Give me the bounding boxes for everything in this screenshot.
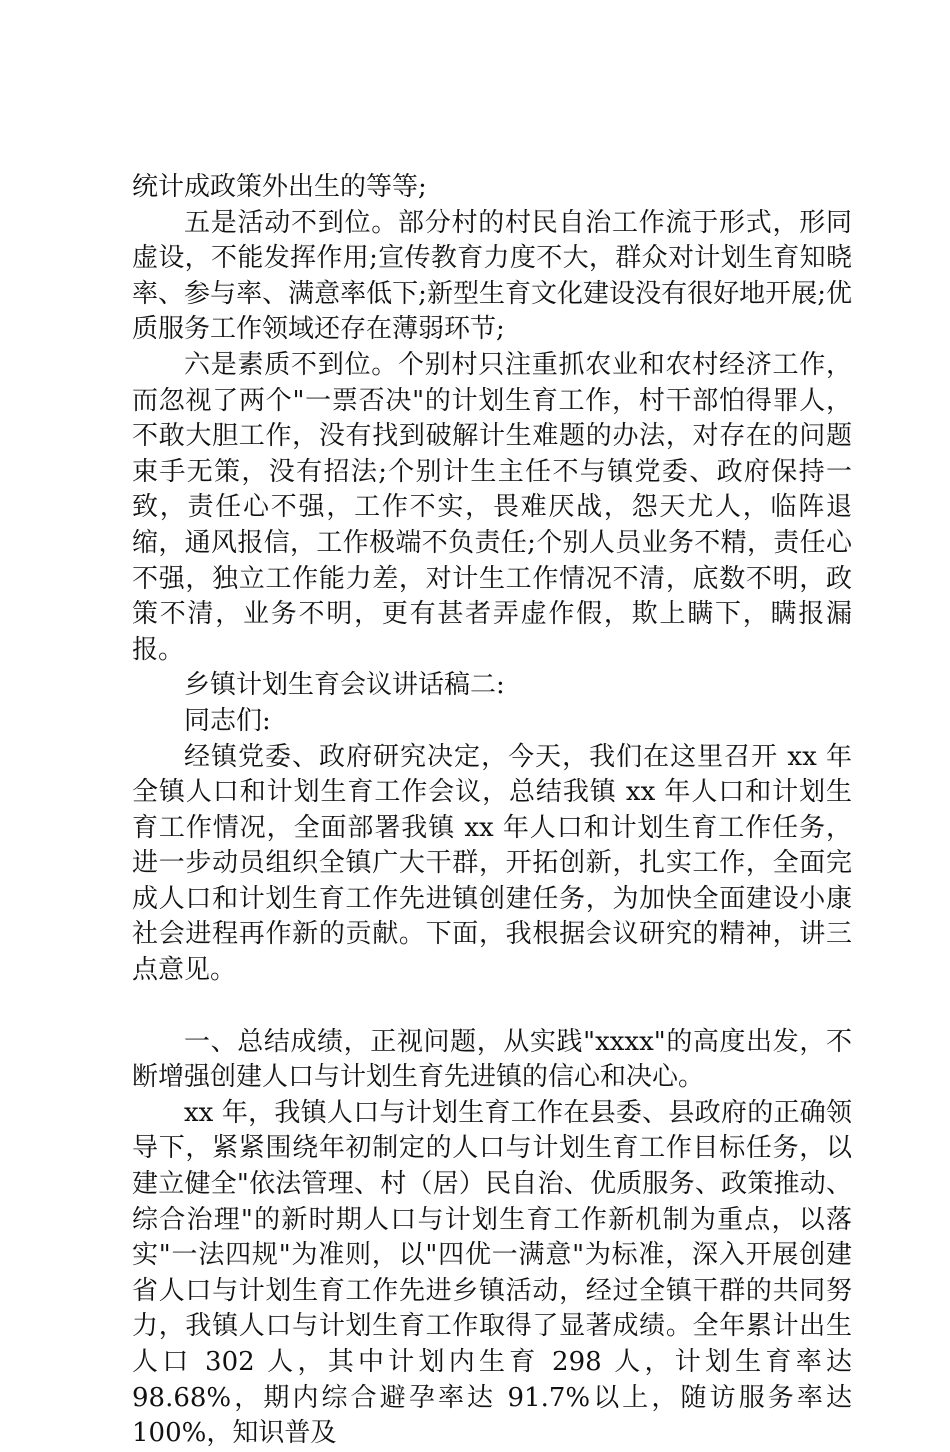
- paragraph-spacer: [132, 989, 852, 1025]
- paragraph-continuation: 统计成政策外出生的等等;: [132, 172, 427, 202]
- paragraph-part-one-heading: 一、总结成绩，正视问题，从实践"xxxx"的高度出发，不断增强创建人口与计划生育先进镇的信心和决心。: [132, 1026, 852, 1093]
- document-body: [132, 170, 852, 1452]
- paragraph-achievements: xx 年，我镇人口与计划生育工作在县委、县政府的正确领导下，紧紧围绕年初制定的人口与计划生育工作目标任务，以建立健全"依法管理、村（居）民自治、优质服务、政策推动、综合治理"的新时期人口与计划生育工作新机制为重点，以落实"一法四规"为准则，以"四优一满意"为标准，深入开展创建省人口与计划生育工作先进乡镇活动，经过全镇干群的共同努力，我镇人口与计划生育工作取得了显著成绩。全年累计出生人口 302 人，其中计划内生育 298 人，计划生育率达 98.68%，期内综合避孕率达 91.7%以上，随访服务率达 100%，知识普及: [132, 1097, 852, 1449]
- paragraph-point-five: 五是活动不到位。部分村的村民自治工作流于形式，形同虚设，不能发挥作用;宣传教育力度不大，群众对计划生育知晓率、参与率、满意率低下;新型生育文化建设没有很好地开展;优质服务工作领域还存在薄弱环节;: [132, 207, 852, 345]
- section-heading: 乡镇计划生育会议讲话稿二:: [184, 670, 505, 701]
- paragraph-intro: 经镇党委、政府研究决定，今天，我们在这里召开 xx 年全镇人口和计划生育工作会议，总结我镇 xx 年人口和计划生育工作情况，全面部署我镇 xx 年人口和计划生育工作任务，进一步动员组织全镇广大干群，开拓创新，扎实工作，全面完成人口和计划生育工作先进镇创建任务，为加快全面建设小康社会进程再作新的贡献。下面，我根据会议研究的精神，讲三点意见。: [132, 741, 852, 986]
- salutation: 同志们:: [184, 705, 271, 736]
- paragraph-point-six: 六是素质不到位。个别村只注重抓农业和农村经济工作，而忽视了两个"一票否决"的计划生育工作，村干部怕得罪人，不敢大胆工作，没有找到破解计生难题的办法，对存在的问题束手无策，没有招法;个别计生主任不与镇党委、政府保持一致，责任心不强，工作不实，畏难厌战，怨天尤人，临阵退缩，通风报信，工作极端不负责任;个别人员业务不精，责任心不强，独立工作能力差，对计生工作情况不清，底数不明，政策不清，业务不明，更有甚者弄虚作假，欺上瞒下，瞒报漏报。: [132, 349, 852, 665]
